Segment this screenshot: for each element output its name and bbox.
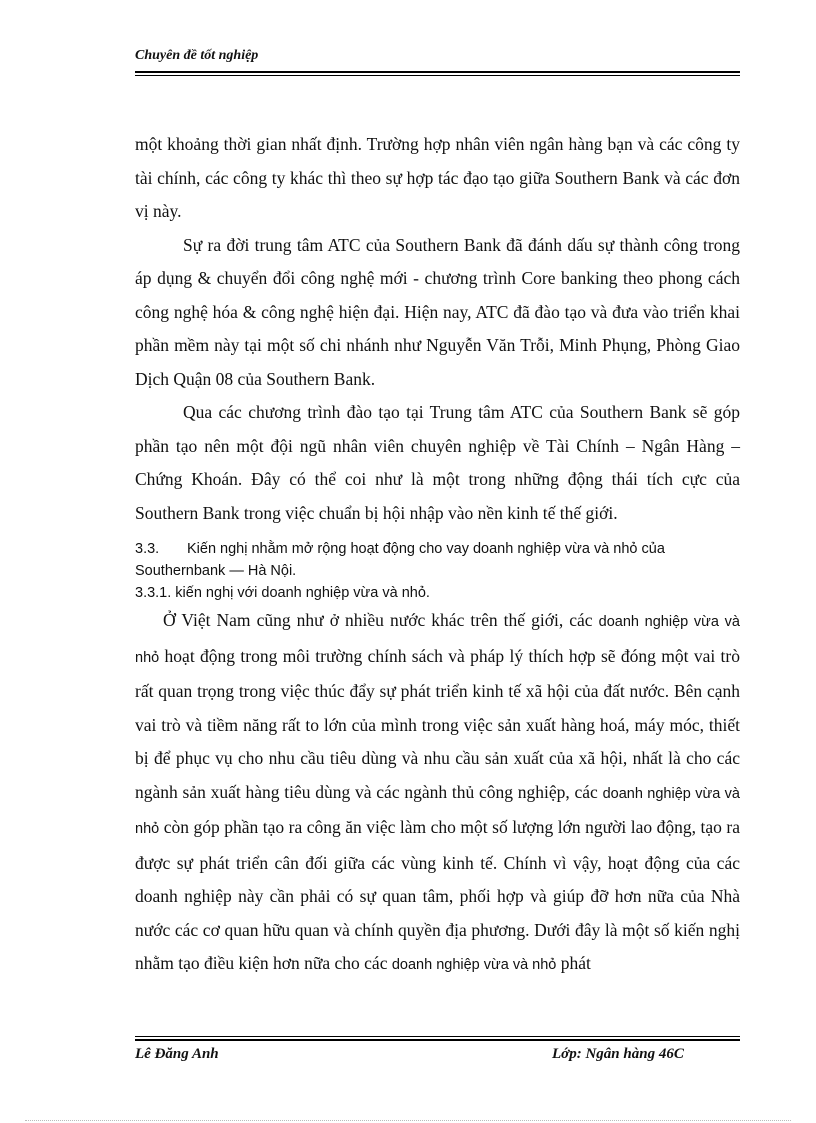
paragraph-4-part-c: còn góp phần tạo ra công ăn việc làm cho một số lượng lớn người lao động, tạo ra được sự phát triển cân đối giữa các vùng kinh tế. Chính vì vậy, hoạt động của các doanh nghiệp này cần phải có sự quan tâm, phối hợp và giúp đỡ hơn nữa của Nhà nước các cơ quan hữu quan và chính quyền địa phương. Dưới đây là một số kiến nghị nhằm tạo điều kiện hơn nữa cho các bbox=[135, 817, 740, 973]
term-sme-1: doanh nghiệp vừa và nhỏ bbox=[135, 614, 740, 666]
section-title: Kiến nghị nhằm mở rộng hoạt động cho vay doanh nghiệp vừa và nhỏ của Southernbank — Hà Nội. bbox=[135, 541, 665, 579]
footer-author: Lê Đăng Anh bbox=[135, 1046, 219, 1062]
footer-rule-thick bbox=[135, 1039, 740, 1041]
header-rule-thick bbox=[135, 71, 740, 73]
subsection-heading: 3.3.1. kiến nghị với doanh nghiệp vừa và nhỏ. bbox=[135, 585, 430, 601]
paragraph-1: một khoảng thời gian nhất định. Trường hợp nhân viên ngân hàng bạn và các công ty tài chính, các công ty khác thì theo sự hợp tác đạo tạo giữa Southern Bank và các đơn vị này. bbox=[135, 134, 740, 221]
paragraph-4-part-a: Ở Việt Nam cũng như ở nhiều nước khác trên thế giới, các bbox=[163, 610, 599, 630]
section-heading bbox=[135, 538, 740, 582]
page-bottom-dotted-rule bbox=[25, 1120, 791, 1122]
section-number: 3.3. bbox=[135, 541, 160, 557]
footer-class: Lớp: Ngân hàng 46C bbox=[552, 1046, 684, 1062]
header-rule-thin bbox=[135, 75, 740, 76]
paragraph-3: Qua các chương trình đào tạo tại Trung tâm ATC của Southern Bank sẽ góp phần tạo nên một đội ngũ nhân viên chuyên nghiệp về Tài Chính – Ngân Hàng – Chứng Khoán. Đây có thể coi như là một trong những động thái tích cực của Southern Bank trong việc chuẩn bị hội nhập vào nền kinh tế thế giới. bbox=[135, 402, 740, 523]
paragraph-4-part-b: hoạt động trong môi trường chính sách và pháp lý thích hợp sẽ đóng một vai trò rất quan trọng trong việc thúc đẩy sự phát triển kinh tế xã hội của đất nước. Bên cạnh vai trò và tiềm năng rất to lớn của mình trong việc sản xuất hàng hoá, máy móc, thiết bị để phục vụ cho nhu cầu tiêu dùng và nhu cầu sản xuất của xã hội, nhất là cho các ngành sản xuất hàng tiêu dùng và các ngành thủ công nghiệp, các bbox=[135, 645, 740, 802]
paragraph-4 bbox=[135, 604, 740, 983]
term-sme-2: doanh nghiệp vừa và nhỏ bbox=[135, 785, 740, 837]
paragraph-4-part-d: phát bbox=[556, 953, 591, 973]
term-sme-3: doanh nghiệp vừa và nhỏ bbox=[391, 957, 557, 973]
header-title: Chuyên đề tốt nghiệp bbox=[135, 48, 259, 63]
body-text bbox=[135, 128, 740, 983]
paragraph-2: Sự ra đời trung tâm ATC của Southern Bank đã đánh dấu sự thành công trong áp dụng & chuyển đổi công nghệ mới - chương trình Core banking theo phong cách công nghệ hóa & công nghệ hiện đại. Hiện nay, ATC đã đào tạo và đưa vào triển khai phần mềm này tại một số chi nhánh như Nguyễn Văn Trỗi, Minh Phụng, Phòng Giao Dịch Quận 08 của Southern Bank. bbox=[135, 234, 740, 389]
footer-rule-thin bbox=[135, 1036, 740, 1037]
